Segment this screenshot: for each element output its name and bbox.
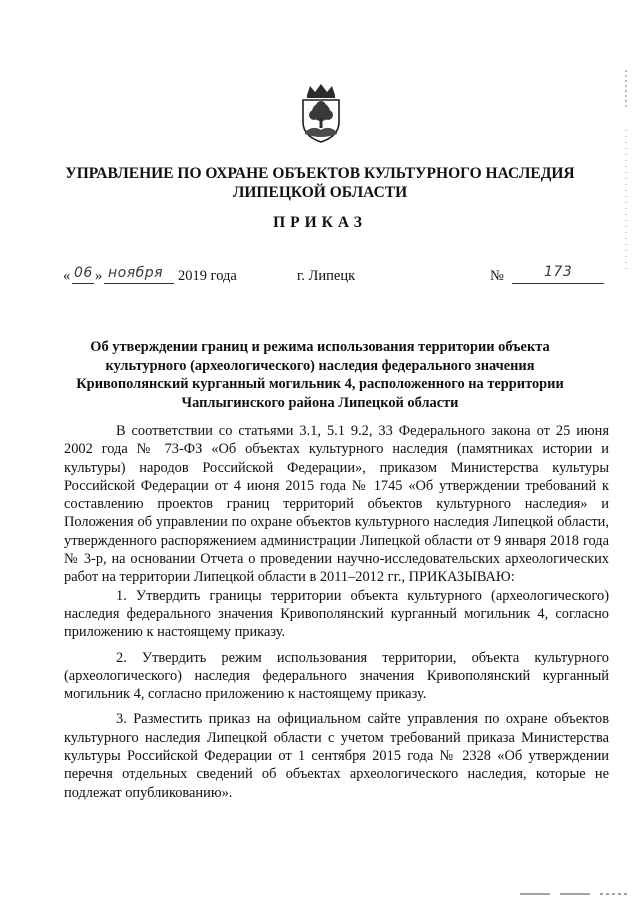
handwritten-day: 06: [74, 265, 93, 281]
heading-line: Чаплыгинского района Липецкой области: [181, 394, 459, 411]
month-underline: [104, 283, 174, 284]
city-name: г. Липецк: [297, 268, 356, 284]
date-year: 2019 года: [178, 268, 237, 284]
scan-footer-marks: [520, 892, 630, 896]
order-item-2: 2. Утвердить режим использования территории, объекта культурного (археологического) наследия федерального значения Кривополянский курганный могильник 4, согласно приложению к настоящему приказу.: [64, 649, 609, 703]
heading-line: культурного (археологического) наследия федерального значения: [105, 357, 535, 374]
heading-line: Кривополянский курганный могильник 4, расположенного на территории: [76, 376, 564, 392]
order-item-1: 1. Утвердить границы территории объекта культурного (археологического) наследия федерального значения Кривополянский курганный могильник 4, согласно приложению к настоящему приказу.: [64, 587, 609, 641]
agency-title-line: УПРАВЛЕНИЕ ПО ОХРАНЕ ОБЪЕКТОВ КУЛЬТУРНОГО НАСЛЕДИЯ: [65, 165, 575, 182]
preamble-paragraph: В соответствии со статьями 3.1, 5.1 9.2, 33 Федерального закона от 25 июня 2002 года № 73-ФЗ «Об объектах культурного наследия (памятниках истории и культуры) народов Российской Федерации», приказом Министерства культуры Российской Федерации от 4 июня 2015 года № 1745 «Об утверждении требований к составлению проектов границ территорий объектов культурного наследия» и Положения об управлении по охране объектов культурного наследия Липецкой области, утвержденного распоряжением администрации Липецкой области от 9 января 2018 года № 3-р, на основании Отчета о проведении научно-исследовательских археологических работ на территории Липецкой области в 2011–2012 гг., ПРИКАЗЫВАЮ:: [64, 423, 609, 586]
number-label: №: [490, 268, 504, 284]
document-body: [64, 422, 609, 809]
agency-title: [40, 164, 600, 202]
document-heading: [70, 338, 570, 412]
heading-line: Об утверждении границ и режима использования территории объекта: [90, 339, 550, 355]
number-underline: [512, 283, 604, 284]
agency-title-line: ЛИПЕЦКОЙ ОБЛАСТИ: [232, 184, 408, 201]
dateline: [0, 264, 640, 290]
lipetsk-coat-of-arms-icon: [297, 82, 345, 144]
order-word: ПРИКАЗ: [273, 214, 367, 231]
day-underline: [72, 283, 94, 284]
date-open-quote: «: [63, 268, 71, 284]
date-close-quote: »: [95, 268, 103, 284]
handwritten-order-number: 173: [544, 264, 573, 280]
order-item-3: 3. Разместить приказ на официальном сайте управления по охране объектов культурного наследия Липецкой области с учетом требований приказа Министерства культуры Российской Федерации от 1 сентября 2015 года № 2328 «Об утверждении перечня отдельных сведений об объектах археологического наследия, которые не подлежат опубликованию».: [64, 711, 609, 801]
scan-edge-mark: [624, 70, 628, 270]
handwritten-month: ноября: [108, 265, 164, 281]
